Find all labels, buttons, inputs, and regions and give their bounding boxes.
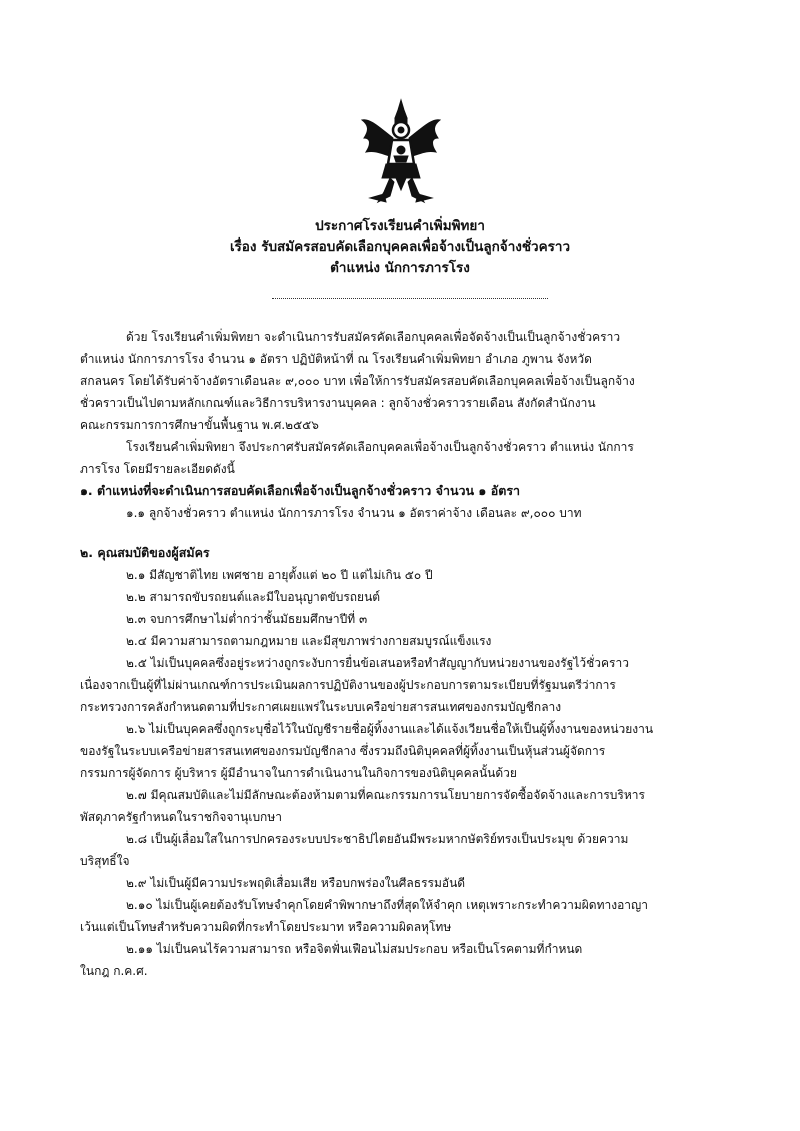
- paragraph-line: คณะกรรมการการศึกษาขั้นพื้นฐาน พ.ศ.๒๕๕๖: [80, 418, 319, 432]
- qualification-item: ๒.๑๑ ไม่เป็นคนไร้ความสามารถ หรือจิตฟั่นเฟือนไม่สมประกอบ หรือเป็นโรคตามที่กำหนด: [126, 942, 583, 956]
- qualification-item-cont: กระทรวงการคลังกำหนดตามที่ประกาศเผยแพร่ในระบบเครือข่ายสารสนเทศของกรมบัญชีกลาง: [80, 700, 562, 714]
- qualification-item: ๒.๘ เป็นผู้เลื่อมใสในการปกครองระบบประชาธิปไตยอันมีพระมหากษัตริย์ทรงเป็นประมุข ด้วยความ: [126, 832, 629, 846]
- qualification-item: ๒.๗ มีคุณสมบัติและไม่มีลักษณะต้องห้ามตามที่คณะกรรมการนโยบายการจัดซื้อจัดจ้างและการบริหาร: [126, 788, 645, 802]
- paragraph-line: โรงเรียนคำเพิ่มพิทยา จึงประกาศรับสมัครคัดเลือกบุคคลเพื่อจ้างเป็นลูกจ้างชั่วคราว ตำแหน่ง นักการ: [126, 440, 634, 454]
- qualification-item: ๒.๑ มีสัญชาติไทย เพศชาย อายุตั้งแต่ ๒๐ ปี แต่ไม่เกิน ๕๐ ปี: [126, 568, 433, 582]
- section-1-item: ๑.๑ ลูกจ้างชั่วคราว ตำแหน่ง นักการภารโรง จำนวน ๑ อัตราค่าจ้าง เดือนละ ๙,๐๐๐ บาท: [126, 506, 582, 520]
- garuda-emblem-icon: [360, 98, 442, 206]
- announcement-body: [80, 326, 720, 982]
- qualification-item-cont: ของรัฐในระบบเครือข่ายสารสนเทศของกรมบัญชีกลาง ซึ่งรวมถึงนิติบุคคลที่ผู้ทิ้งงานเป็นหุ้นส่วนผู้จัดการ: [80, 744, 606, 758]
- section-2-heading: ๒. คุณสมบัติของผู้สมัคร: [80, 545, 210, 560]
- section-1-heading: ๑. ตำแหน่งที่จะดำเนินการสอบคัดเลือกเพื่อจ้างเป็นลูกจ้างชั่วคราว จำนวน ๑ อัตรา: [80, 483, 521, 498]
- qualification-item: ๒.๖ ไม่เป็นบุคคลซึ่งถูกระบุชื่อไว้ในบัญชีรายชื่อผู้ทิ้งงานและได้แจ้งเวียนชื่อให้เป็นผู้ทิ้งงานของหน่วยงาน: [126, 722, 654, 736]
- qualification-item: ๒.๒ สามารถขับรถยนต์และมีใบอนุญาตขับรถยนต์: [126, 590, 381, 604]
- org-title: ประกาศโรงเรียนคำเพิ่มพิทยา: [315, 218, 485, 234]
- qualification-item-cont: บริสุทธิ์ใจ: [80, 854, 130, 868]
- subject-line: เรื่อง รับสมัครสอบคัดเลือกบุคคลเพื่อจ้างเป็นลูกจ้างชั่วคราว: [229, 239, 571, 255]
- qualification-item-cont: เนื่องจากเป็นผู้ที่ไม่ผ่านเกณฑ์การประเมินผลการปฏิบัติงานของผู้ประกอบการตามระเบียบที่รัฐมนตรีว่าการ: [80, 678, 616, 692]
- paragraph-line: ด้วย โรงเรียนคำเพิ่มพิทยา จะดำเนินการรับสมัครคัดเลือกบุคคลเพื่อจัดจ้างเป็นเป็นลูกจ้างชั่วคราว: [126, 330, 621, 344]
- spacer: [80, 524, 720, 542]
- dotted-divider: [272, 298, 548, 299]
- qualification-item: ๒.๙ ไม่เป็นผู้มีความประพฤติเสื่อมเสีย หรือบกพร่องในศีลธรรมอันดี: [126, 876, 466, 890]
- qualification-item: ๒.๔ มีความสามารถตามกฎหมาย และมีสุขภาพร่างกายสมบูรณ์แข็งแรง: [126, 634, 492, 648]
- paragraph-line: สกลนคร โดยได้รับค่าจ้างอัตราเดือนละ ๙,๐๐๐ บาท เพื่อให้การรับสมัครสอบคัดเลือกบุคคลเพื่อจ้างเป็นลูกจ้าง: [80, 374, 635, 388]
- paragraph-line: ชั่วคราวเป็นไปตามหลักเกณฑ์และวิธีการบริหารงานบุคคล : ลูกจ้างชั่วคราวรายเดือน สังกัดสำนักงาน: [80, 396, 596, 410]
- qualification-item: ๒.๓ จบการศึกษาไม่ต่ำกว่าชั้นมัธยมศึกษาปีที่ ๓: [126, 612, 368, 626]
- qualification-item: ๒.๑๐ ไม่เป็นผู้เคยต้องรับโทษจำคุกโดยคำพิพากษาถึงที่สุดให้จำคุก เหตุเพราะกระทำความผิดทางอาญา: [126, 898, 648, 912]
- qualification-item-cont: เว้นแต่เป็นโทษสำหรับความผิดที่กระทำโดยประมาท หรือความผิดลหุโทษ: [80, 920, 452, 934]
- qualification-item-cont: พัสดุภาครัฐกำหนดในราชกิจจานุเบกษา: [80, 810, 282, 824]
- qualification-item: ๒.๕ ไม่เป็นบุคคลซึ่งอยู่ระหว่างถูกระงับการยื่นข้อเสนอหรือทำสัญญากับหน่วยงานของรัฐไว้ชั่วคราว: [126, 656, 629, 670]
- qualification-item-cont: ในกฎ ก.ค.ศ.: [80, 964, 148, 978]
- paragraph-line: ตำแหน่ง นักการภารโรง จำนวน ๑ อัตรา ปฏิบัติหน้าที่ ณ โรงเรียนคำเพิ่มพิทยา อำเภอ ภูพาน จังหวัด: [80, 352, 592, 366]
- paragraph-line: ภารโรง โดยมีรายละเอียดดังนี้: [80, 462, 235, 476]
- position-line: ตำแหน่ง นักการภารโรง: [330, 260, 470, 276]
- qualification-item-cont: กรรมการผู้จัดการ ผู้บริหาร ผู้มีอำนาจในการดำเนินงานในกิจการของนิติบุคคลนั้นด้วย: [80, 766, 517, 780]
- announcement-header: [0, 216, 800, 279]
